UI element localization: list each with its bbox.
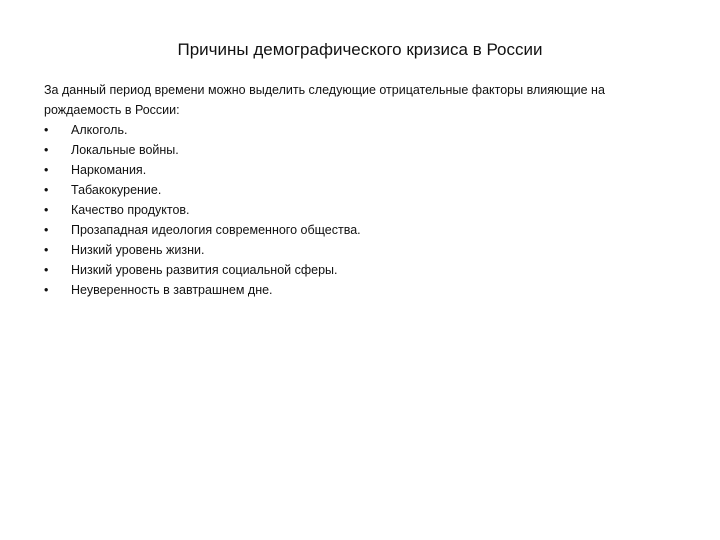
list-item-text: Локальные войны. xyxy=(71,143,179,157)
slide-body xyxy=(44,80,644,300)
list-item-text: Табакокурение. xyxy=(71,183,162,197)
list-item-text: Неуверенность в завтрашнем дне. xyxy=(71,283,273,297)
bullet-icon: • xyxy=(44,223,49,237)
bullet-icon: • xyxy=(44,243,49,257)
list-item xyxy=(44,180,644,200)
list-item xyxy=(44,260,644,280)
bullet-icon: • xyxy=(44,183,49,197)
bullet-icon: • xyxy=(44,143,49,157)
bullet-icon: • xyxy=(44,203,49,217)
list-item xyxy=(44,140,644,160)
factors-list xyxy=(44,120,644,300)
list-item-text: Наркомания. xyxy=(71,163,147,177)
list-item xyxy=(44,240,644,260)
bullet-icon: • xyxy=(44,163,49,177)
list-item-text: Прозападная идеология современного общества. xyxy=(71,223,361,237)
list-item-text: Низкий уровень жизни. xyxy=(71,243,205,257)
list-item-text: Низкий уровень развития социальной сферы. xyxy=(71,263,338,277)
intro-text: За данный период времени можно выделить следующие отрицательные факторы влияющие на рождаемость в России: xyxy=(44,83,605,117)
list-item xyxy=(44,160,644,180)
slide-title: Причины демографического кризиса в России xyxy=(177,40,543,59)
list-item xyxy=(44,200,644,220)
list-item-text: Качество продуктов. xyxy=(71,203,190,217)
list-item xyxy=(44,280,644,300)
bullet-icon: • xyxy=(44,283,49,297)
list-item-text: Алкоголь. xyxy=(71,123,128,137)
list-item xyxy=(44,220,644,240)
bullet-icon: • xyxy=(44,123,49,137)
list-item xyxy=(44,120,644,140)
bullet-icon: • xyxy=(44,263,49,277)
